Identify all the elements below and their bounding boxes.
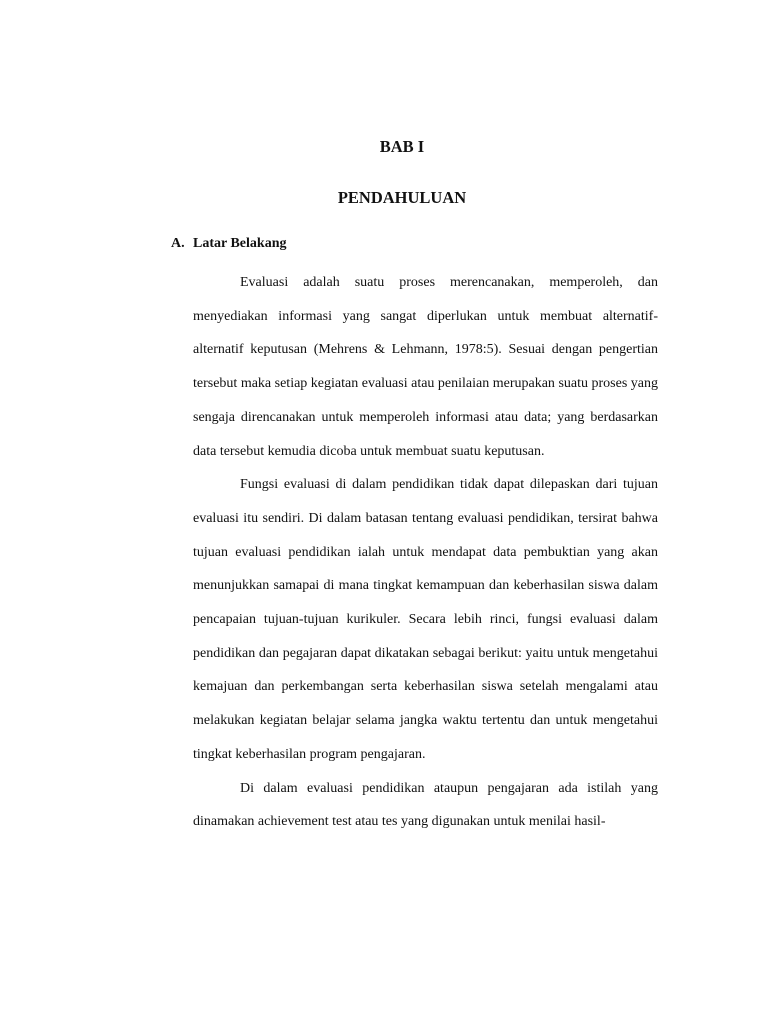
chapter-title: PENDAHULUAN <box>337 188 467 207</box>
section-title: Latar Belakang <box>193 236 287 251</box>
body-text <box>193 266 658 839</box>
paragraph-3: Di dalam evaluasi pendidikan ataupun pengajaran ada istilah yang dinamakan achievement test atau tes yang digunakan untuk menilai hasil- <box>193 780 658 830</box>
chapter-number: BAB I <box>379 137 425 156</box>
section-heading <box>171 234 286 254</box>
paragraph-2: Fungsi evaluasi di dalam pendidikan tidak dapat dilepaskan dari tujuan evaluasi itu sendiri. Di dalam batasan tentang evaluasi pendidikan, tersirat bahwa tujuan evaluasi pendidikan ialah untuk mendapat data pembuktian yang akan menunjukkan samapai di mana tingkat kemampuan dan keberhasilan siswa dalam pencapaian tujuan-tujuan kurikuler. Secara lebih rinci, fungsi evaluasi dalam pendidikan dan pegajaran dapat dikatakan sebagai berikut: yaitu untuk mengetahui kemajuan dan perkembangan serta keberhasilan siswa setelah mengalami atau melakukan kegiatan belajar selama jangka waktu tertentu dan untuk mengetahui tingkat keberhasilan program pengajaran. <box>193 477 658 762</box>
section-letter: A. <box>171 236 185 251</box>
paragraph-1: Evaluasi adalah suatu proses merencanakan, memperoleh, dan menyediakan informasi yang sangat diperlukan untuk membuat alternatif-alternatif keputusan (Mehrens & Lehmann, 1978:5). Sesuai dengan pengertian tersebut maka setiap kegiatan evaluasi atau penilaian merupakan suatu proses yang sengaja direncanakan untuk memperoleh informasi atau data; yang berdasarkan data tersebut kemudia dicoba untuk membuat suatu keputusan. <box>193 275 658 459</box>
